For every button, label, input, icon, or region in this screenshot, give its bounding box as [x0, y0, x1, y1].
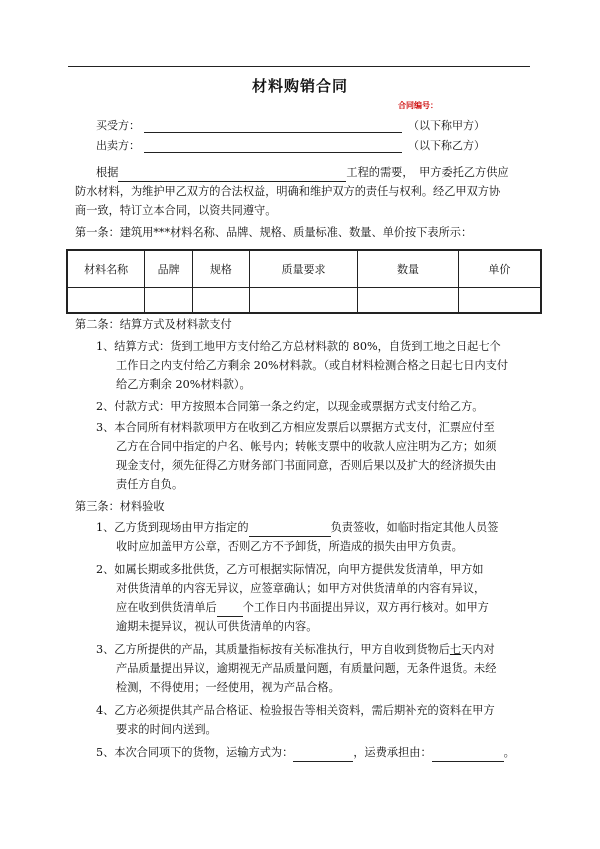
article-2-item-1-line-3: 给乙方剩余 20%材料款）。	[116, 378, 251, 391]
project-name-field[interactable]	[118, 169, 346, 182]
column-header: 质量要求	[249, 250, 358, 288]
article-3-item-4-line-1: 4、乙方必须提供其产品合格证、检验报告等相关资料，需后期补充的资料在甲方	[96, 704, 495, 717]
table-row	[67, 288, 541, 314]
column-header: 数量	[358, 250, 459, 288]
buyer-suffix: （以下称甲方）	[408, 119, 485, 132]
table-cell[interactable]	[192, 288, 249, 314]
article-3-item-3-line-1	[96, 641, 495, 659]
article-3-text: 1、乙方货到现场由甲方指定的	[96, 521, 249, 534]
table-header-row	[67, 250, 541, 288]
materials-table	[66, 249, 542, 314]
article-2-item-2: 2、付款方式：甲方按照本合同第一条之约定，以现金或票据方式支付给乙方。	[96, 400, 484, 413]
article-3-item-4-line-2: 要求的时间内送到。	[116, 723, 217, 736]
article-1: 第一条：建筑用***材料名称、品牌、规格、质量标准、数量、单价按下表所示：	[75, 226, 473, 239]
table-cell[interactable]	[249, 288, 358, 314]
article-3-item-2-line-1: 2、如属长期或多批供货，乙方可根据实际情况，向甲方提供发货清单，甲方如	[96, 563, 484, 576]
article-2-item-3-line-1: 3、本合同所有材料款项甲方在收到乙方相应发票后以票据方式支付，汇票应付至	[96, 421, 495, 434]
quality-days-value: 七	[449, 643, 462, 656]
buyer-label: 买受方：	[96, 119, 140, 132]
column-header: 单价	[458, 250, 541, 288]
seller-suffix: （以下称乙方）	[408, 139, 485, 152]
article-3-item-1-line-1	[96, 519, 498, 537]
article-3-text: 负责签收，如临时指定其他人员签	[330, 521, 499, 534]
article-3-item-2-line-2: 对供货清单的内容无异议，应签章确认；如甲方对供货清单的内容有异议，	[116, 582, 486, 595]
article-2-title: 第二条：结算方式及材料款支付	[75, 318, 232, 331]
table-cell[interactable]	[358, 288, 459, 314]
column-header: 规格	[192, 250, 249, 288]
intro-line-3: 商一致，特订立本合同，以资共同遵守。	[75, 204, 277, 217]
table-cell[interactable]	[145, 288, 193, 314]
objection-days-field[interactable]	[217, 604, 243, 617]
seller-name-field[interactable]	[144, 140, 402, 153]
receiver-field[interactable]	[249, 524, 331, 537]
article-3-title: 第三条：材料验收	[75, 500, 165, 513]
intro-text: 工程的需要， 甲方委托乙方供应	[346, 166, 509, 179]
freight-bearer-field[interactable]	[432, 749, 504, 762]
column-header: 材料名称	[67, 250, 145, 288]
transport-method-field[interactable]	[293, 749, 353, 762]
column-header: 品牌	[145, 250, 193, 288]
article-2-item-3-line-3: 现金支付，须先征得乙方财务部门书面同意，否则后果以及扩大的经济损失由	[116, 459, 497, 472]
seller-row	[96, 137, 485, 153]
seller-label: 出卖方：	[96, 139, 140, 152]
article-3-text: 天内对	[461, 643, 495, 656]
article-3-item-5	[96, 744, 515, 762]
article-3-text: ，运费承担由：	[353, 746, 432, 759]
article-3-item-3-line-3: 检测，不得使用；一经使用，视为产品合格。	[116, 681, 340, 694]
article-2-item-3-line-2: 乙方在合同中指定的户名、帐号内；转帐支票中的收款人应注明为乙方；如须	[116, 440, 497, 453]
article-3-item-2-line-4: 逾期未提异议，视认可供货清单的内容。	[116, 620, 318, 633]
top-rule	[68, 66, 530, 67]
article-3-text: 5、本次合同项下的货物，运输方式为：	[96, 746, 294, 759]
table-cell[interactable]	[67, 288, 145, 314]
article-3-text: 。	[503, 746, 515, 759]
article-2-item-1-line-1: 1、结算方式：货到工地甲方支付给乙方总材料款的 80%，自货到工地之日起七个	[96, 340, 501, 353]
intro-line-2: 防水材料，为维护甲乙双方的合法权益，明确和维护双方的责任与权利。经乙甲双方协	[75, 185, 501, 198]
article-3-text: 应在收到供货清单后	[116, 601, 217, 614]
intro-text: 根据	[96, 166, 119, 179]
buyer-row	[96, 117, 485, 133]
article-2-item-3-line-4: 责任方自负。	[116, 478, 184, 491]
buyer-name-field[interactable]	[144, 120, 402, 133]
article-3-text: 3、乙方所提供的产品，其质量指标按有关标准执行，甲方自收到货物后	[96, 643, 450, 656]
article-3-text: 个工作日内书面提出异议，双方再行核对。如甲方	[242, 601, 489, 614]
article-3-item-3-line-2: 产品质量提出异议，逾期视无产品质量问题，有质量问题，无条件退货。未经	[116, 662, 497, 675]
contract-number-label: 合同编号：	[398, 100, 438, 110]
article-3-item-1-line-2: 收时应加盖甲方公章，否则乙方不予卸货，所造成的损失由甲方负责。	[116, 540, 463, 553]
article-3-item-2-line-3	[116, 599, 489, 617]
table-cell[interactable]	[458, 288, 541, 314]
article-2-item-1-line-2: 工作日之内支付给乙方剩余 20%材料款。（或自材料检测合格之日起七日内支付	[116, 359, 509, 372]
intro-line-1	[96, 164, 509, 182]
page-title: 材料购销合同	[251, 77, 348, 95]
